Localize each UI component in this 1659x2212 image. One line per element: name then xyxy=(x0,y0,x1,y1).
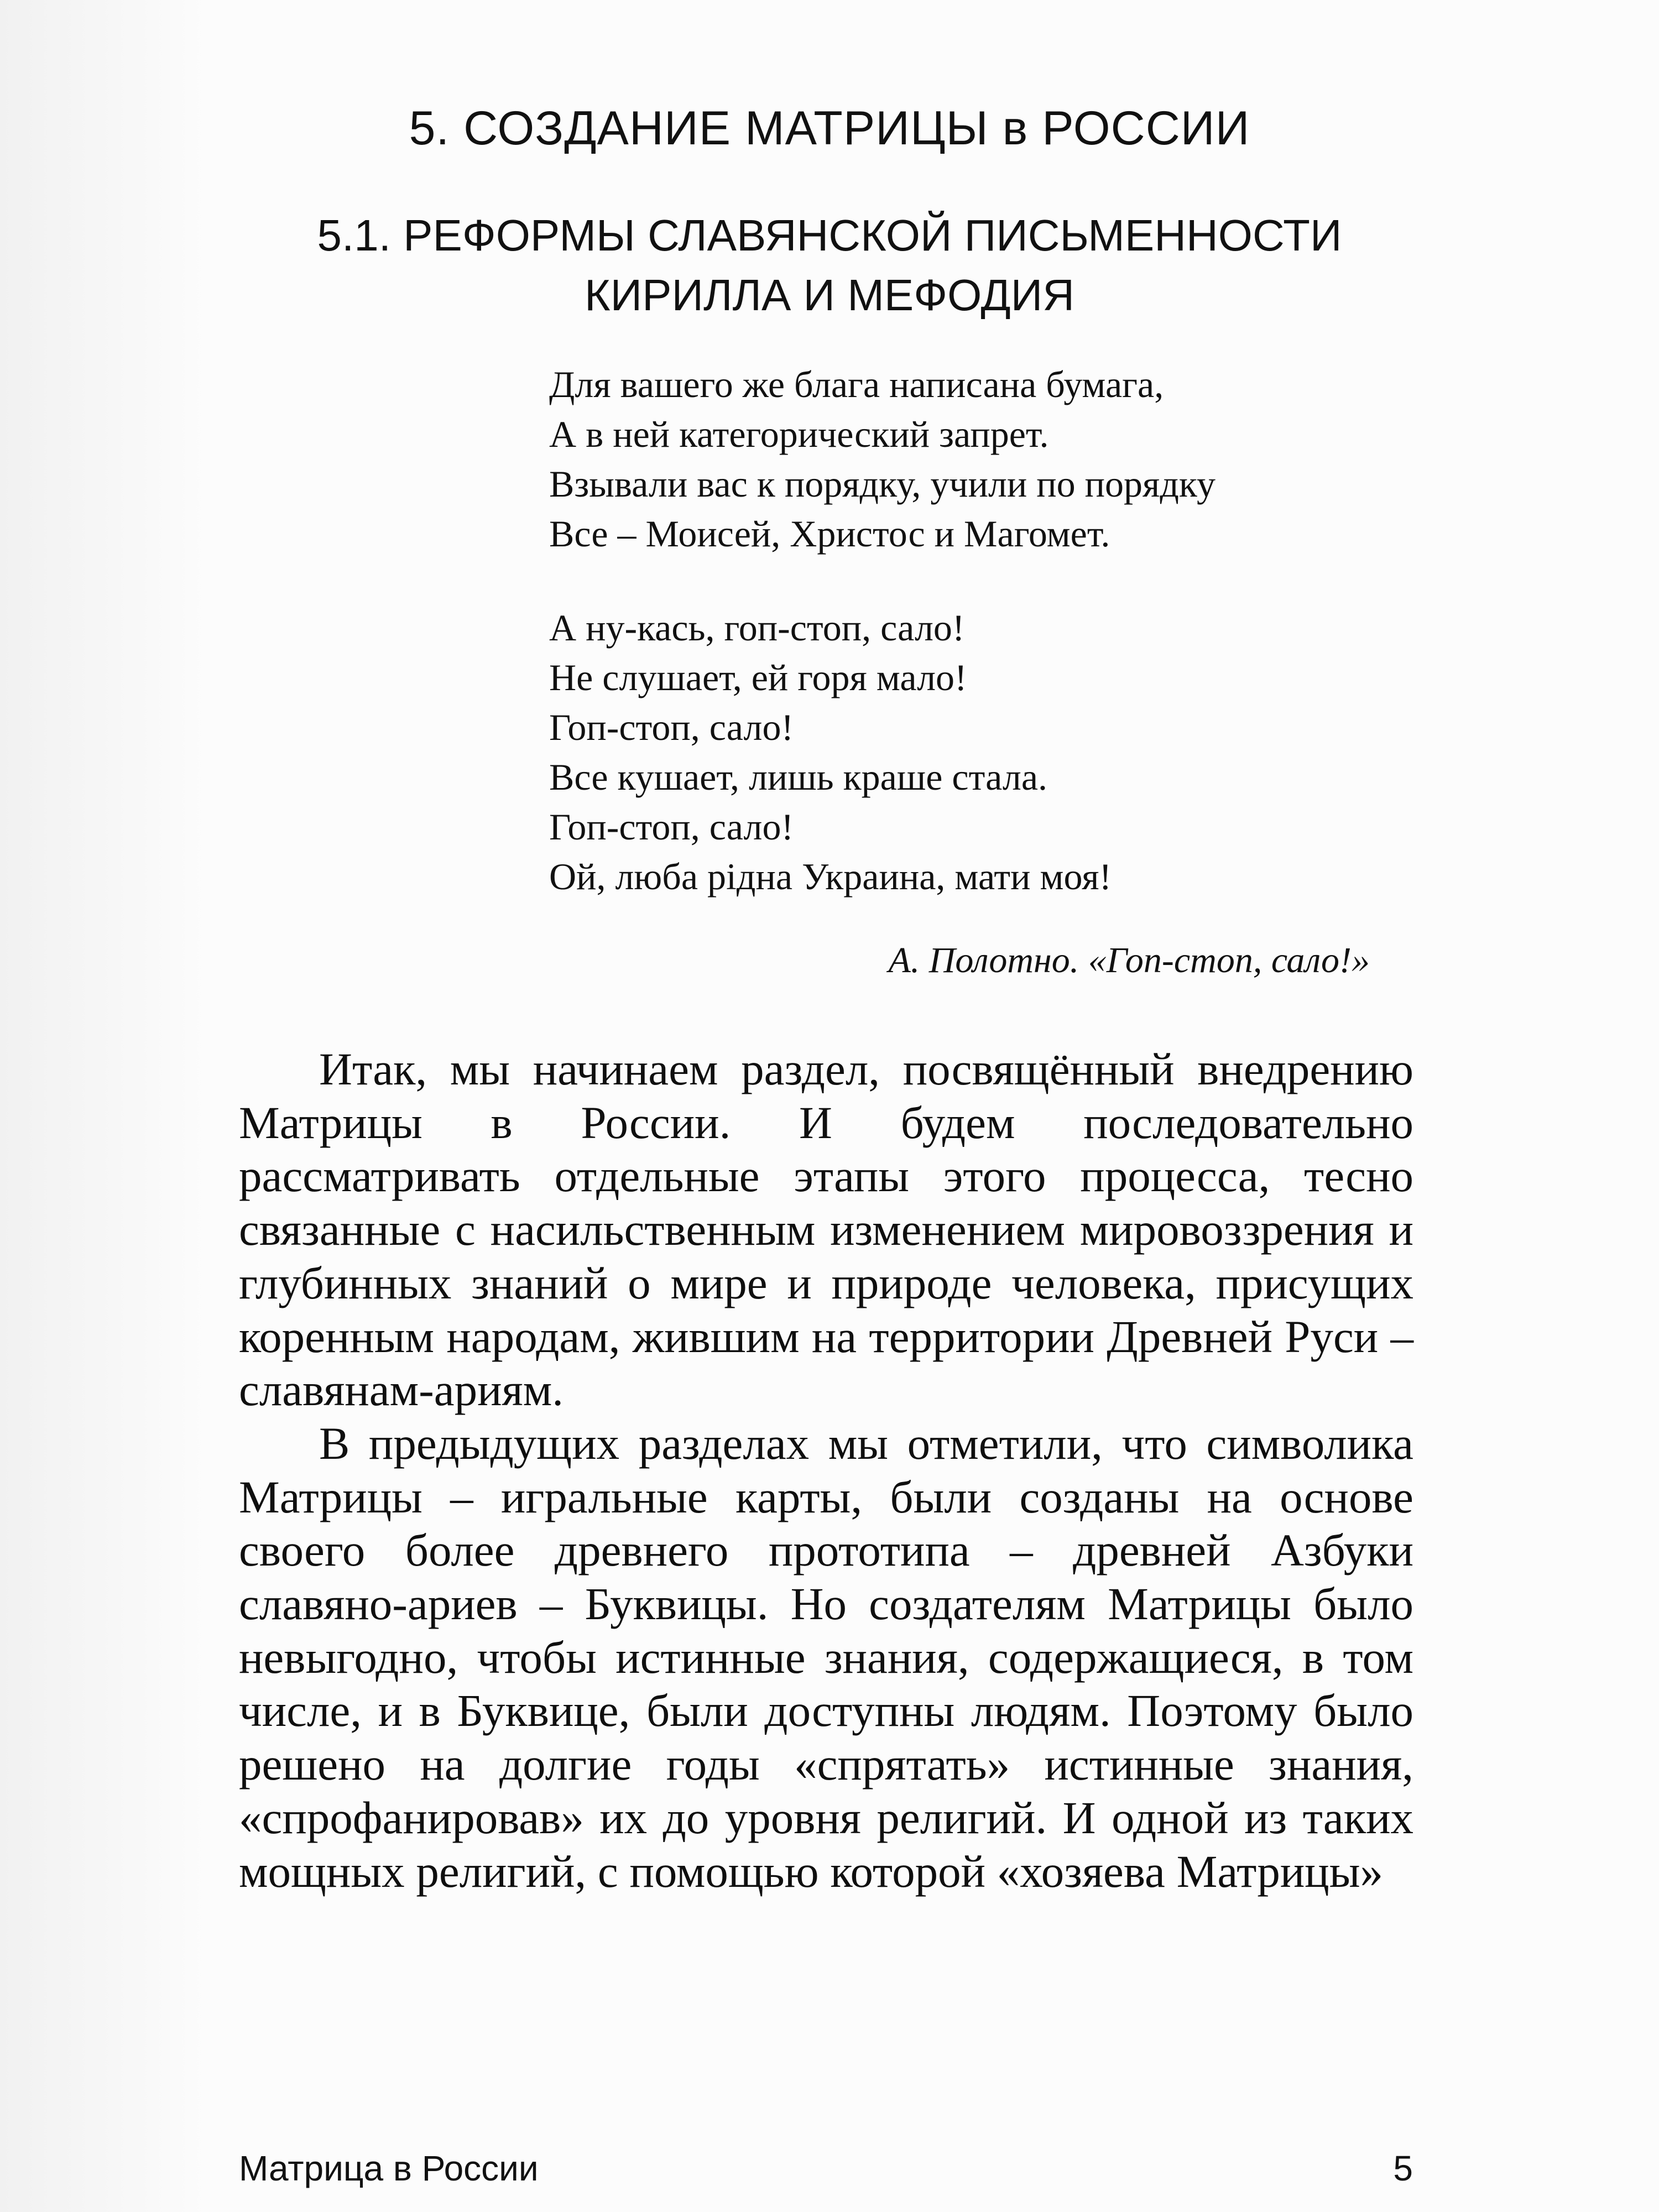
epigraph-line: А в ней категорический запрет. xyxy=(549,413,1049,455)
epigraph xyxy=(549,359,1412,901)
epigraph-line: Не слушает, ей горя мало! xyxy=(549,656,967,698)
section-title-line-1: 5.1. РЕФОРМЫ СЛАВЯНСКОЙ ПИСЬМЕННОСТИ xyxy=(317,211,1342,260)
paragraph: В предыдущих разделах мы отметили, что символика Матрицы – игральные карты, были созданы на основе своего более древнего прототипа – древней Азбуки славяно-ариев – Буквицы. Но создателям Матрицы было невыгодно, чтобы истинные знания, содержащиеся, в том числе, и в Буквице, были доступны людям. Поэтому было решено на долгие годы «спрятать» истинные знания, «спрофанировав» их до уровня религий. И одной из таких мощных религий, с помощью которой «хозяева Матрицы» xyxy=(239,1417,1413,1897)
chapter-title: 5. СОЗДАНИЕ МАТРИЦЫ в РОССИИ xyxy=(409,102,1250,155)
epigraph-attribution: А. Полотно. «Гоп-стоп, сало!» xyxy=(888,940,1370,980)
epigraph-line: Все – Моисей, Христос и Магомет. xyxy=(549,513,1110,555)
page-number: 5 xyxy=(1393,2148,1413,2188)
page-edge-shading xyxy=(0,0,210,2212)
section-title xyxy=(310,206,1349,325)
body-text xyxy=(239,1042,1413,1898)
epigraph-line: Взывали вас к порядку, учили по порядку xyxy=(549,463,1216,505)
paragraph: Итак, мы начинаем раздел, посвящённый внедрению Матрицы в России. И будем последовательно рассматривать отдельные этапы этого процесса, тесно связанные с насильственным изменением мировоззрения и глубинных знаний о мире и природе человека, присущих коренным народам, жившим на территории Древней Руси – славянам-ариям. xyxy=(239,1044,1413,1416)
epigraph-line: Для вашего же блага написана бумага, xyxy=(549,363,1164,405)
section-title-line-2: КИРИЛЛА И МЕФОДИЯ xyxy=(584,270,1074,320)
epigraph-line: Все кушает, лишь краше стала. xyxy=(549,756,1048,798)
epigraph-line: Ой, люба рiдна Украина, мати моя! xyxy=(549,855,1112,898)
epigraph-line: Гоп-стоп, сало! xyxy=(549,706,794,748)
epigraph-line: А ну-кась, гоп-стоп, сало! xyxy=(549,607,965,649)
running-footer-title: Матрица в России xyxy=(239,2148,539,2188)
stanza-break xyxy=(549,559,1412,603)
epigraph-line: Гоп-стоп, сало! xyxy=(549,806,794,848)
